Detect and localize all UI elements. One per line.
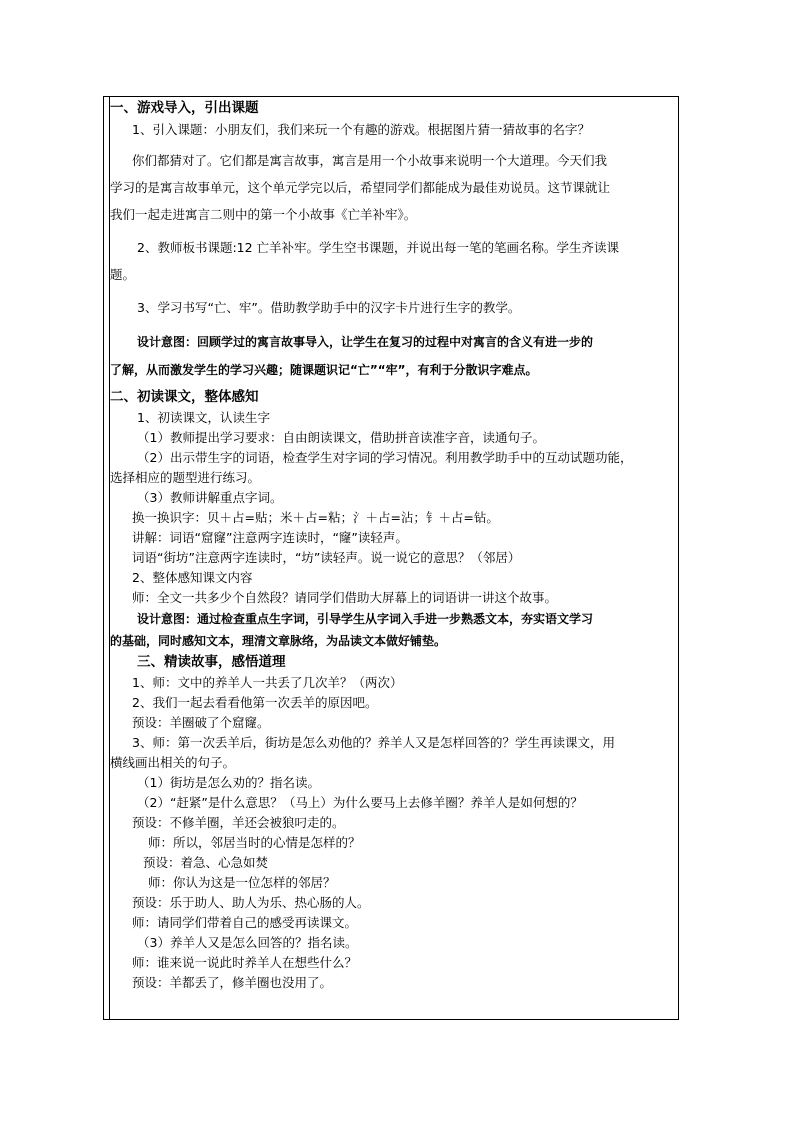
s1-para-3-line-1: 2、教师板书课题:12 亡羊补牢。学生空书课题，并说出每一笔的笔画名称。学生齐读课 <box>137 240 620 255</box>
s1-para-2-line-2: 学习的是寓言故事单元，这个单元学完以后，希望同学们都能成为最佳劝说员。这节课就让 <box>110 180 611 195</box>
s3-line-10: 师：你认为这是一位怎样的邻居？ <box>148 875 336 890</box>
s3-line-15: 预设：羊都丢了，修羊圈也没用了。 <box>132 975 333 990</box>
s3-line-4b: 横线画出相关的句子。 <box>110 755 236 770</box>
s3-line-5: （1）街坊是怎么劝的？指名读。 <box>137 775 320 790</box>
s2-line-4: （3）教师讲解重点字词。 <box>137 490 283 505</box>
s2-line-6: 讲解：词语“窟窿”注意两字连读时，“窿”读轻声。 <box>132 530 408 545</box>
s1-para-1: 1、引入课题：小朋友们，我们来玩一个有趣的游戏。根据图片猜一猜故事的名字？ <box>132 122 590 137</box>
s3-line-6: （2）“赶紧”是什么意思？（马上）为什么要马上去修羊圈？养羊人是如何想的？ <box>137 795 583 810</box>
s3-line-13: （3）养羊人又是怎么回答的？指名读。 <box>137 935 358 950</box>
s2-line-1: 1、初读课文，认读生字 <box>137 410 270 425</box>
s2-line-3a: （2）出示带生字的词语，检查学生对字词的学习情况。利用教学助手中的互动试题功能， <box>137 450 633 465</box>
section-heading-2: 二、初读课文，整体感知 <box>110 389 259 405</box>
s2-line-3b: 选择相应的题型进行练习。 <box>110 470 261 485</box>
s3-line-4a: 3、师：第一次丢羊后，街坊是怎么劝他的？养羊人又是怎样回答的？学生再读课文，用 <box>132 735 615 750</box>
s1-design-intent-line-2: 了解，从而激发学生的学习兴趣；随课题识记“亡”“牢”，有利于分散识字难点。 <box>110 363 538 377</box>
s3-line-12: 师：请同学们带着自己的感受再读课文。 <box>132 915 358 930</box>
s2-design-intent-line-2: 的基础，同时感知文本，理清文章脉络，为品读文本做好铺垫。 <box>110 634 447 648</box>
s3-line-2: 2、我们一起去看看他第一次丢羊的原因吧。 <box>132 695 378 710</box>
s3-line-11: 预设：乐于助人、助人为乐、热心肠的人。 <box>132 895 370 910</box>
s1-para-4: 3、学习书写“亡、牢”。借助教学助手中的汉字卡片进行生字的教学。 <box>137 300 521 315</box>
s2-line-8: 2、整体感知课文内容 <box>132 570 253 585</box>
s3-line-3: 预设：羊圈破了个窟窿。 <box>132 715 270 730</box>
lesson-content <box>110 98 676 993</box>
s2-line-9: 师：全文一共多少个自然段？请同学们借助大屏幕上的词语讲一讲这个故事。 <box>132 590 558 605</box>
section-heading-1: 一、游戏导入，引出课题 <box>110 100 259 116</box>
s3-line-7: 预设：不修羊圈，羊还会被狼叼走的。 <box>132 815 345 830</box>
s3-line-9: 预设：着急、心急如焚 <box>143 855 269 870</box>
s3-line-8: 师：所以，邻居当时的心情是怎样的？ <box>148 835 361 850</box>
s2-line-5: 换一换识字：贝＋占=贴；米＋占=粘；氵＋占=沾；钅＋占=钻。 <box>132 510 499 525</box>
s1-para-2-line-3: 我们一起走进寓言二则中的第一个小故事《亡羊补牢》。 <box>110 207 417 222</box>
s3-line-14: 师：谁来说一说此时养羊人在想些什么？ <box>132 955 358 970</box>
s1-para-2-line-1: 你们都猜对了。它们都是寓言故事，寓言是用一个小故事来说明一个大道理。今天们我 <box>132 153 608 168</box>
section-heading-3: 三、精读故事，感悟道理 <box>137 654 286 670</box>
s2-line-2: （1）教师提出学习要求：自由朗读课文，借助拼音读准字音，读通句子。 <box>137 430 545 445</box>
s1-para-3-line-2: 题。 <box>110 267 136 282</box>
s3-line-1: 1、师：文中的养羊人一共丢了几次羊？（两次） <box>132 675 403 690</box>
s2-design-intent-line-1: 设计意图：通过检查重点生字词，引导学生从字词入手进一步熟悉文本，夯实语文学习 <box>137 612 594 626</box>
s1-design-intent-line-1: 设计意图：回顾学过的寓言故事导入，让学生在复习的过程中对寓言的含义有进一步的 <box>137 335 594 349</box>
s2-line-7: 词语“街坊”注意两字连读时，“坊”读轻声。说一说它的意思？（邻居） <box>132 550 521 565</box>
